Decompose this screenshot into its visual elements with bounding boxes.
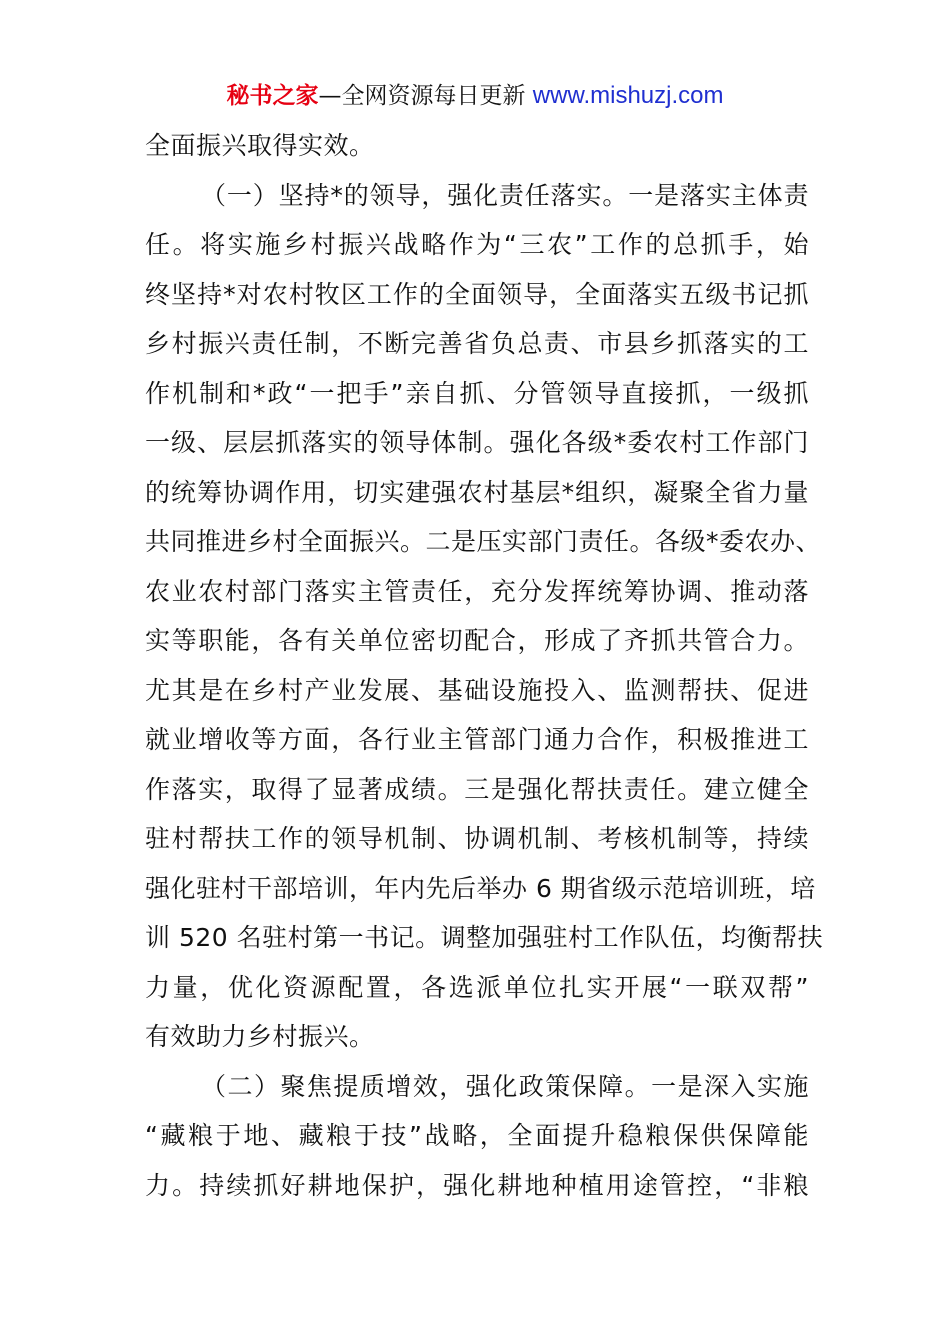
text-line: 有效助力乡村振兴。 <box>145 1022 375 1051</box>
text-line: 作落实，取得了显著成绩。三是强化帮扶责任。建立健全 <box>145 774 809 804</box>
document-body <box>145 121 824 1210</box>
text-line: 驻村帮扶工作的领导机制、协调机制、考核机制等，持续 <box>145 824 809 853</box>
site-url-link[interactable]: www.mishuzj.com <box>532 82 724 109</box>
text-line: 力量，优化资源配置，各选派单位扎实开展“一联双帮” <box>145 972 809 1002</box>
text-line: 乡村振兴责任制，不断完善省负总责、市县乡抓落实的工 <box>145 329 809 358</box>
text-line: 终坚持*对农村牧区工作的全面领导，全面落实五级书记抓 <box>145 279 809 309</box>
site-header <box>0 80 950 112</box>
text-line: 尤其是在乡村产业发展、基础设施投入、监测帮扶、促进 <box>145 675 809 705</box>
text-line: “藏粮于地、藏粮于技”战略，全面提升稳粮保供保障能 <box>145 1121 809 1150</box>
text-line: 一级、层层抓落实的领导体制。强化各级*委农村工作部门 <box>145 428 809 457</box>
text-line: 农业农村部门落实主管责任，充分发挥统筹协调、推动落 <box>145 576 809 606</box>
text-line: 就业增收等方面，各行业主管部门通力合作，积极推进工 <box>145 725 809 754</box>
text-line: 强化驻村干部培训，年内先后举办 6 期省级示范培训班，培 <box>145 873 816 903</box>
text-line: 作机制和*政“一把手”亲自抓、分管领导直接抓，一级抓 <box>145 378 809 408</box>
text-line: （一）坚持*的领导，强化责任落实。一是落实主体责 <box>201 180 809 210</box>
text-line: 任。将实施乡村振兴战略作为“三农”工作的总抓手，始 <box>145 230 809 259</box>
site-brand: 秘书之家 <box>226 83 319 109</box>
text-line: 训 520 名驻村第一书记。调整加强驻村工作队伍，均衡帮扶 <box>145 923 824 952</box>
text-line: 的统筹协调作用，切实建强农村基层*组织，凝聚全省力量 <box>145 477 809 507</box>
site-tagline: —全网资源每日更新 <box>318 83 526 109</box>
text-line: 共同推进乡村全面振兴。二是压实部门责任。各级*委农办、 <box>145 527 822 556</box>
text-line: 实等职能，各有关单位密切配合，形成了齐抓共管合力。 <box>145 626 809 655</box>
text-line: （二）聚焦提质增效，强化政策保障。一是深入实施 <box>201 1071 809 1101</box>
text-line: 全面振兴取得实效。 <box>145 131 375 160</box>
text-line: 力。持续抓好耕地保护，强化耕地种植用途管控，“非粮 <box>145 1170 809 1200</box>
